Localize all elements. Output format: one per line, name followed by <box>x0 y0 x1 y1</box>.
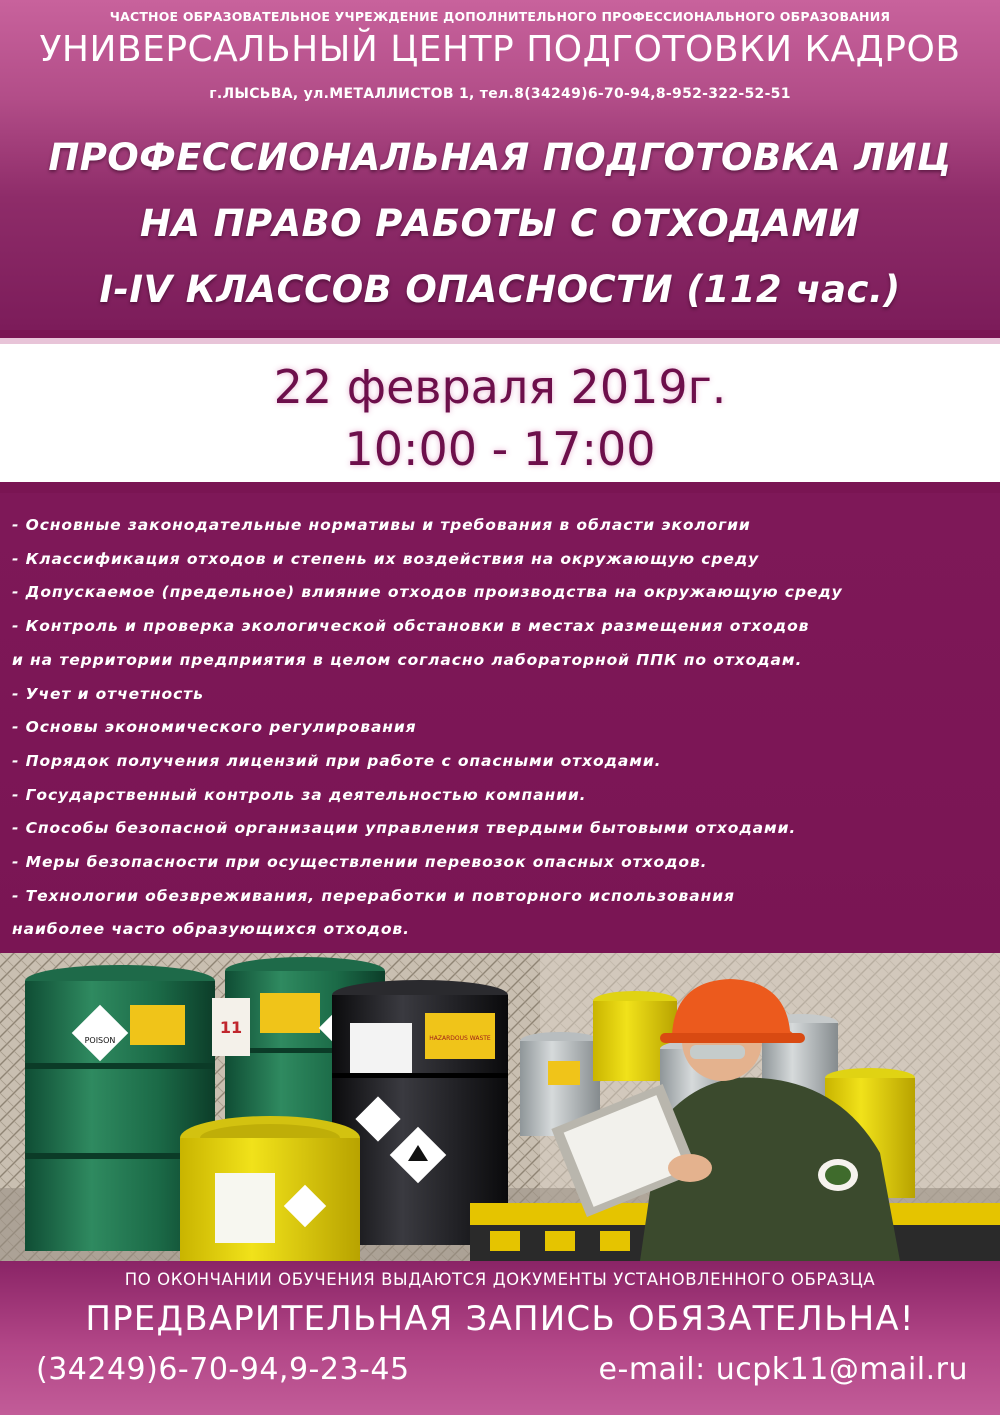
drum-label-number: 11 <box>219 1018 243 1037</box>
center-name: УНИВЕРСАЛЬНЫЙ ЦЕНТР ПОДГОТОВКИ КАДРОВ <box>39 29 961 70</box>
topic-item: - Меры безопасности при осуществлении перевозок опасных отходов. <box>12 853 708 872</box>
hazardous-waste-photo <box>0 953 1000 1261</box>
course-title-line: ПРОФЕССИОНАЛЬНАЯ ПОДГОТОВКА ЛИЦ <box>48 136 952 179</box>
course-time: 10:00 - 17:00 <box>344 422 656 476</box>
header <box>0 0 1000 330</box>
drum-label-poison: POISON <box>84 1036 116 1045</box>
course-date: 22 февраля 2019г. <box>273 360 727 414</box>
topic-item: - Учет и отчетность <box>12 684 204 703</box>
course-title <box>0 125 1000 323</box>
topic-item: и на территории предприятия в целом согласно лабораторной ППК по отходам. <box>12 650 803 669</box>
drum-label-hazardous: HAZARDOUS WASTE <box>429 1035 491 1042</box>
topic-item: - Классификация отходов и степень их воздействия на окружающую среду <box>12 549 760 568</box>
topic-item: - Порядок получения лицензий при работе с опасными отходами. <box>12 751 662 770</box>
topic-item: - Основы экономического регулирования <box>12 718 417 737</box>
photo-illustration <box>0 953 1000 1261</box>
organization-type: ЧАСТНОЕ ОБРАЗОВАТЕЛЬНОЕ УЧРЕЖДЕНИЕ ДОПОЛНИТЕЛЬНОГО ПРОФЕССИОНАЛЬНОГО ОБРАЗОВАНИЯ <box>109 9 891 24</box>
topic-item: - Основные законодательные нормативы и требования в области экологии <box>12 516 751 534</box>
schedule-band <box>0 338 1000 482</box>
topic-item: - Контроль и проверка экологической обстановки в местах размещения отходов <box>12 617 810 636</box>
address: г.ЛЫСЬВА, ул.МЕТАЛЛИСТОВ 1, тел.8(34249)6-70-94,8-952-322-52-51 <box>209 86 791 102</box>
course-title-line: НА ПРАВО РАБОТЫ С ОТХОДАМИ <box>139 202 861 245</box>
documents-issued-note: ПО ОКОНЧАНИИ ОБУЧЕНИЯ ВЫДАЮТСЯ ДОКУМЕНТЫ УСТАНОВЛЕННОГО ОБРАЗЦА <box>124 1270 876 1289</box>
topic-item: - Способы безопасной организации управления твердыми бытовыми отходами. <box>12 819 797 838</box>
topic-item: - Допускаемое (предельное) влияние отходов производства на окружающую среду <box>12 583 843 602</box>
contact-phone[interactable]: (34249)6-70-94,9-23-45 <box>36 1352 410 1387</box>
course-title-line: I-IV КЛАССОВ ОПАСНОСТИ (112 час.) <box>99 268 901 311</box>
registration-required-note: ПРЕДВАРИТЕЛЬНАЯ ЗАПИСЬ ОБЯЗАТЕЛЬНА! <box>85 1299 915 1339</box>
topics-list <box>0 493 1000 953</box>
footer <box>0 1261 1000 1415</box>
topic-item: - Государственный контроль за деятельностью компании. <box>12 785 587 804</box>
topic-item: наиболее часто образующихся отходов. <box>12 920 410 939</box>
contact-email[interactable]: e-mail: ucpk11@mail.ru <box>598 1352 968 1387</box>
topic-item: - Технологии обезвреживания, переработки и повторного использования <box>12 886 735 905</box>
